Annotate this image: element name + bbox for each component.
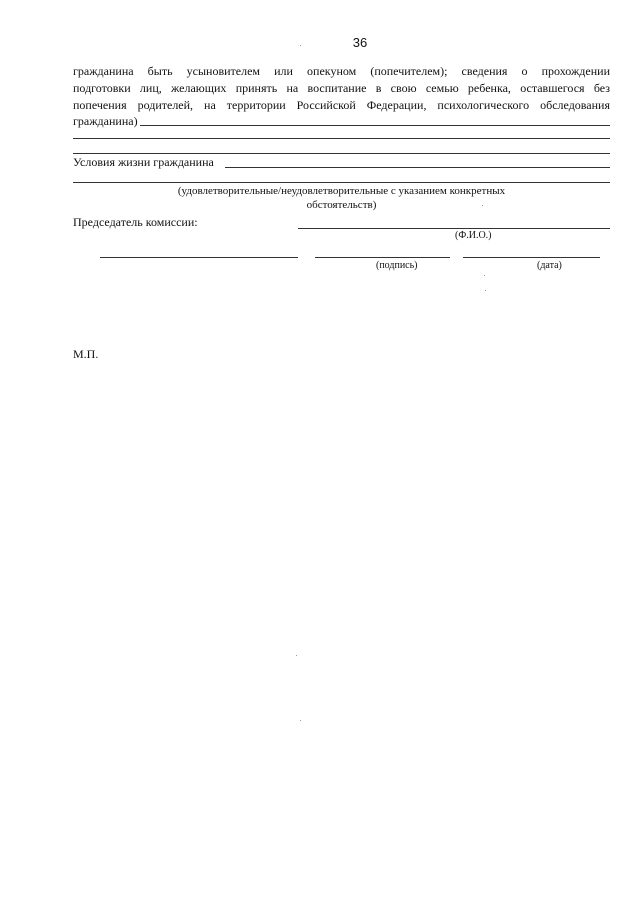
- paragraph-line-4: гражданина): [73, 114, 138, 128]
- stamp-place: М.П.: [73, 347, 99, 361]
- paragraph-line-3: попечения родителей, на территории Российской Федерации, психологического обследования: [73, 98, 610, 112]
- date-line: [463, 257, 600, 258]
- living-conditions-line: [225, 167, 610, 168]
- position-line: [100, 257, 298, 258]
- fill-line-2: [73, 138, 610, 139]
- fill-line-1: [140, 125, 610, 126]
- paragraph-line-1: гражданина быть усыновителем или опекуном (попечителем); сведения о прохождении: [73, 64, 610, 78]
- living-conditions-hint-1: (удовлетворительные/неудовлетворительные с указанием конкретных: [177, 185, 506, 197]
- page-number: 36: [352, 35, 368, 50]
- fio-line: [298, 228, 610, 229]
- signature-line: [315, 257, 450, 258]
- paragraph-line-2: подготовки лиц, желающих принять на воспитание в свою семью ребенка, оставшегося без: [73, 81, 610, 95]
- date-caption: (дата): [537, 260, 562, 271]
- living-conditions-hint-2: обстоятельств): [306, 199, 377, 211]
- fio-caption: (Ф.И.О.): [455, 230, 492, 241]
- living-conditions-line-2: [73, 182, 610, 183]
- chairman-label: Председатель комиссии:: [73, 215, 198, 229]
- living-conditions-label: Условия жизни гражданина: [73, 155, 214, 169]
- signature-caption: (подпись): [376, 260, 418, 271]
